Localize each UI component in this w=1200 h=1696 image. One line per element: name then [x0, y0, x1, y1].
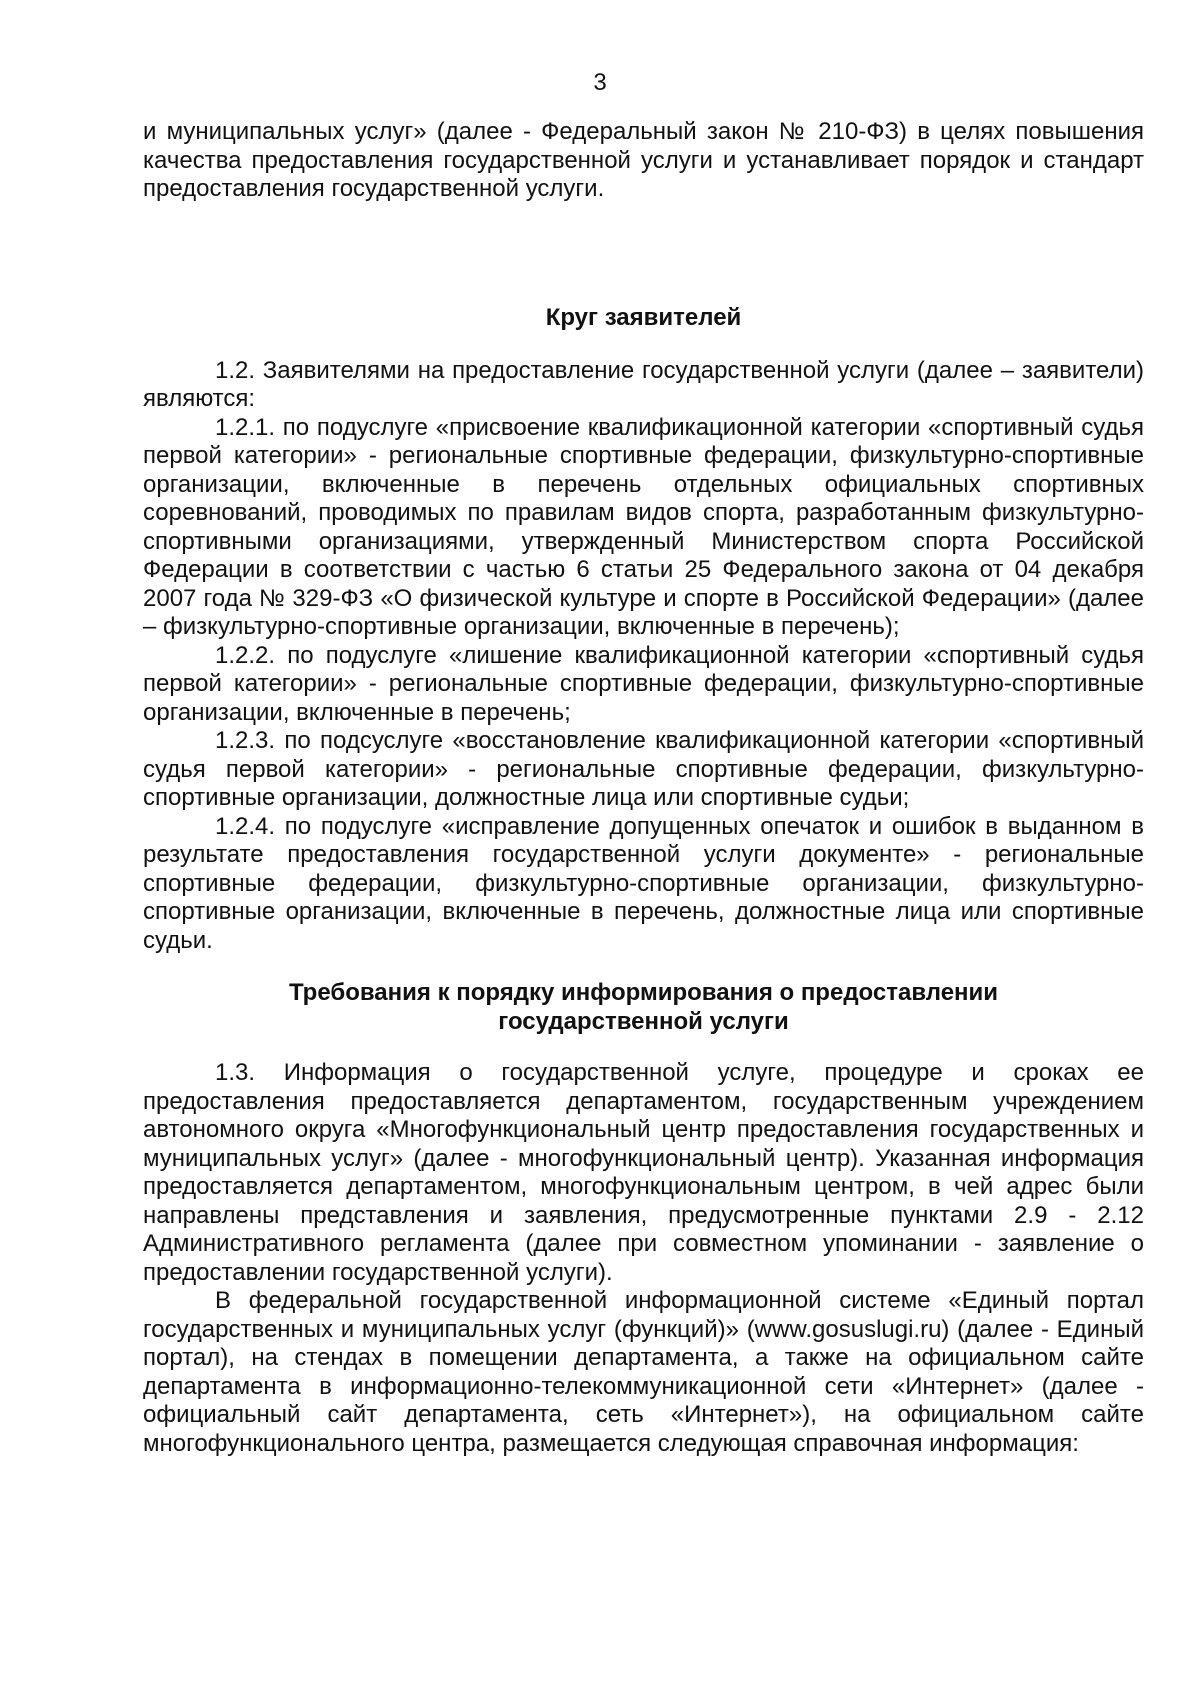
heading-information-requirements: Требования к порядку информирования о предоставлении государственной услуги [288, 979, 999, 1035]
page-number: 3 [593, 69, 607, 96]
paragraph-portal: В федеральной государственной информационной системе «Единый портал государственных и муниципальных услуг (функций)» (www.gosuslugi.ru) (далее - Единый портал), на стендах в помещении департамента, а также на официальном сайте департамента в информационно-телекоммуникационной сети «Интернет» (далее - официальный сайт департамента, сеть «Интернет»), на официальном сайте многофункционального центра, размещается следующая справочная информация: [143, 1287, 1144, 1457]
paragraph-1-2-2: 1.2.2. по подуслуге «лишение квалификационной категории «спортивный судья первой категории» - региональные спортивные федерации, физкультурно-спортивные организации, включенные в перечень; [143, 641, 1144, 726]
paragraph-1-2-4: 1.2.4. по подуслуге «исправление допущенных опечаток и ошибок в выданном в результате предоставления государственной услуги документе» - региональные спортивные федерации, физкультурно-спортивные организации, физкультурно-спортивные организации, включенные в перечень, должностные лица или спортивные судьи. [143, 812, 1144, 954]
heading-applicants: Круг заявителей [545, 303, 742, 331]
intro-paragraph: и муниципальных услуг» (далее - Федеральный закон № 210-ФЗ) в целях повышения качества предоставления государственной услуги и устанавливает порядок и стандарт предоставления государственной услуги. [143, 118, 1144, 202]
paragraph-1-3: 1.3. Информация о государственной услуге, процедуре и сроках ее предоставления предоставляется департаментом, государственным учреждением автономного округа «Многофункциональный центр предоставления государственных и муниципальных услуг» (далее - многофункциональный центр). Указанная информация предоставляется департаментом, многофункциональным центром, в чей адрес были направлены представления и заявления, предусмотренные пунктами 2.9 - 2.12 Административного регламента (далее при совместном упоминании - заявление о предоставлении государственной услуги). [143, 1059, 1144, 1286]
paragraph-1-2: 1.2. Заявителями на предоставление государственной услуги (далее – заявители) являются: [143, 356, 1144, 412]
paragraph-1-2-1: 1.2.1. по подуслуге «присвоение квалификационной категории «спортивный судья первой категории» - региональные спортивные федерации, физкультурно-спортивные организации, включенные в перечень отдельных официальных спортивных соревнований, проводимых по правилам видов спорта, разработанным физкультурно-спортивными организациями, утвержденный Министерством спорта Российской Федерации в соответствии с частью 6 статьи 25 Федерального закона от 04 декабря 2007 года № 329-ФЗ «О физической культуре и спорте в Российской Федерации» (далее – физкультурно-спортивные организации, включенные в перечень); [143, 413, 1144, 640]
document-body [143, 118, 1144, 1458]
paragraph-1-2-3: 1.2.3. по подсуслуге «восстановление квалификационной категории «спортивный судья первой категории» - региональные спортивные федерации, физкультурно-спортивные организации, должностные лица или спортивные судьи; [143, 727, 1144, 811]
